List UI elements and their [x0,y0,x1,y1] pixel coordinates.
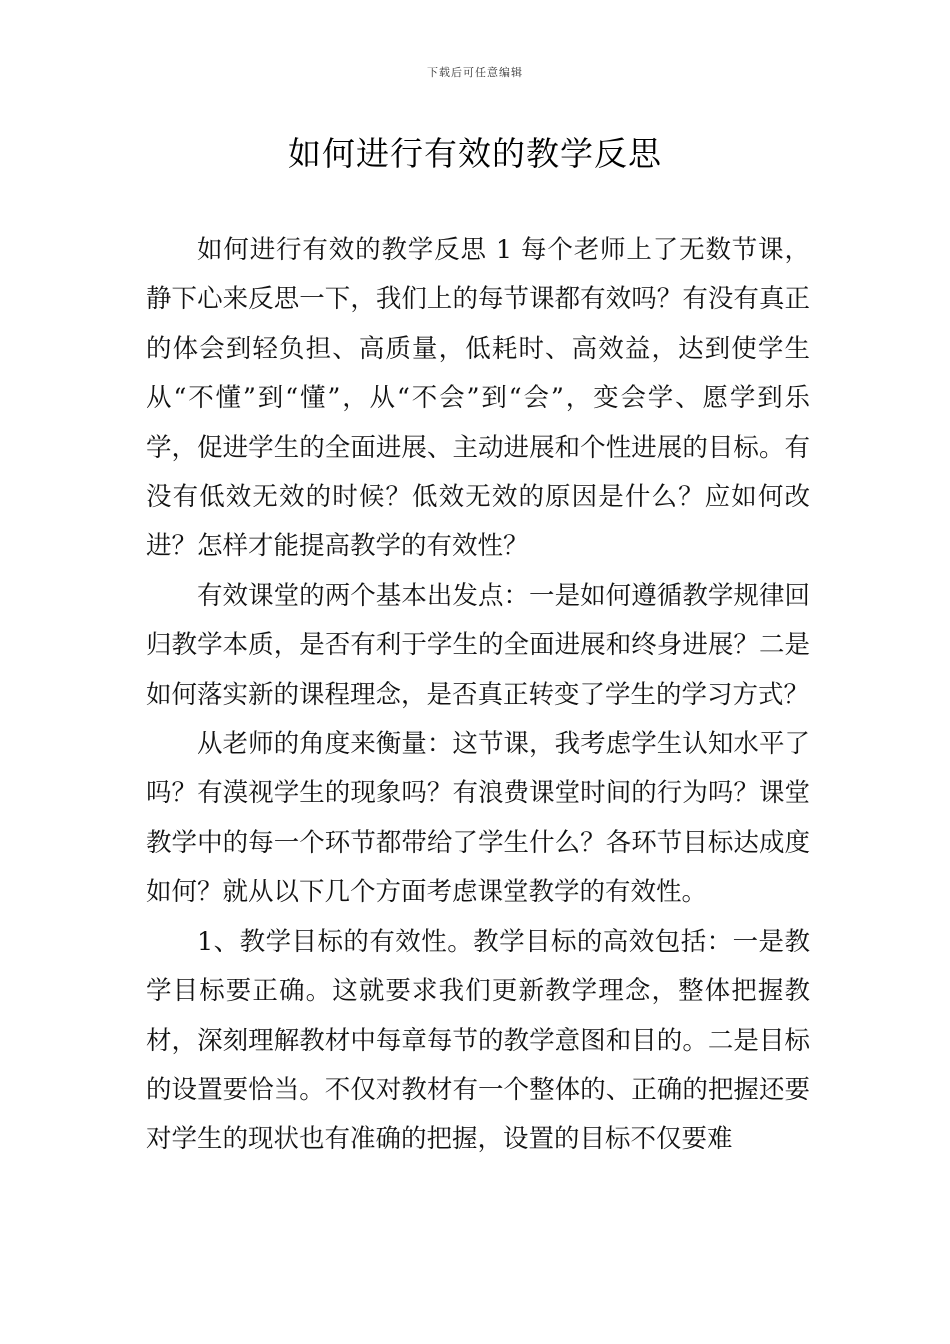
paragraph-2: 有效课堂的两个基本出发点：一是如何遵循教学规律回归教学本质，是否有利于学生的全面进展和终身进展？二是如何落实新的课程理念，是否真正转变了学生的学习方式？ [146,580,810,710]
document-body [146,226,810,1165]
document-title: 如何进行有效的教学反思 [288,134,662,173]
header-note: 下载后可任意编辑 [427,66,523,79]
paragraph-1: 如何进行有效的教学反思 1 每个老师上了无数节课，静下心来反思一下，我们上的每节课都有效吗？有没有真正的体会到轻负担、高质量，低耗时、高效益，达到使学生从“不懂”到“懂”，从“不会”到“会”，变会学、愿学到乐学，促进学生的全面进展、主动进展和个性进展的目标。有没有低效无效的时候？低效无效的原因是什么？应如何改进？怎样才能提高教学的有效性？ [146,235,810,562]
paragraph-3: 从老师的角度来衡量：这节课，我考虑学生认知水平了吗？有漠视学生的现象吗？有浪费课堂时间的行为吗？课堂教学中的每一个环节都带给了学生什么？各环节目标达成度如何？就从以下几个方面考虑课堂教学的有效性。 [146,729,810,908]
paragraph-4: 1、教学目标的有效性。教学目标的高效包括：一是教学目标要正确。这就要求我们更新教学理念，整体把握教材，深刻理解教材中每章每节的教学意图和目的。二是目标的设置要恰当。不仅对教材有一个整体的、正确的把握还要对学生的现状也有准确的把握，设置的目标不仅要难 [146,926,810,1155]
